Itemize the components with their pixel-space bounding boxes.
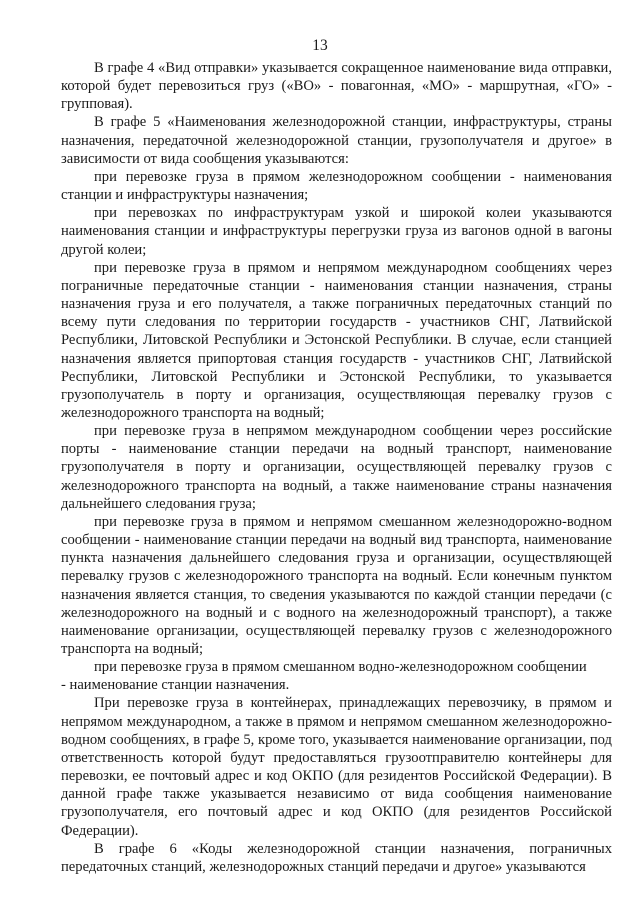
paragraph-water-rail: при перевозке груза в прямом смешанном водно-железнодорожном сообщении xyxy=(94,659,587,676)
paragraph-international-border: при перевозке груза в прямом и непрямом международном сообщениях через пограничные передаточные станции - наименования станции назначения, страны назначения груза и его получателя, а также пограничных передаточных станций по всему пути следования по территории государств - участников СНГ, Латвийской Республики, Литовской Республики и Эстонской Республики. В случае, если станцией назначения является припортовая станция государств - участников СНГ, Латвийской Республики, Литовской Республики и Эстонской Республики, то указывается грузополучатель в порту и организация, осуществляющая перевалку грузов с железнодорожного транспорта на водный; xyxy=(61,259,612,421)
page-number: 13 xyxy=(312,37,328,54)
paragraph-dispatch-type: В графе 4 «Вид отправки» указывается сокращенное наименование вида отправки, которой будет перевозиться груз («ВО» - повагонная, «МО» - маршрутная, «ГО» - групповая). xyxy=(61,60,612,113)
paragraph-gauge-transfer: при перевозках по инфраструктурам узкой и широкой колеи указываются наименования станции и инфраструктуры перегрузки груза из вагонов одной в вагоны другой колеи; xyxy=(61,205,612,258)
paragraph-rail-water: при перевозке груза в прямом и непрямом смешанном железнодорожно-водном сообщении - наименование станции передачи на водный вид транспорта, наименование пункта назначения дальнейшего следования груза и организации, осуществляющей перевалку грузов с железнодорожного транспорта на водный. Если конечным пунктом назначения является станция, то сведения указываются по каждой станции передачи (с железнодорожного на водный и с водного на железнодорожный транспорт), а также наименование организации, осуществляющей перевалку грузов с железнодорожного транспорта на водный; xyxy=(61,513,612,657)
paragraph-direct-rail: при перевозке груза в прямом железнодорожном сообщении - наименования станции и инфраструктуры назначения; xyxy=(61,168,612,204)
document-body xyxy=(61,59,612,876)
paragraph-column-5-intro: В графе 5 «Наименования железнодорожной станции, инфраструктуры, страны назначения, передаточной железнодорожной станции, грузополучателя и другое» в зависимости от вида сообщения указываются: xyxy=(61,114,612,167)
paragraph-column-6: В графе 6 «Коды железнодорожной станции назначения, пограничных передаточных станций, железнодорожных станций передачи и другое» указываются xyxy=(61,840,612,875)
paragraph-water-rail-destination: - наименование станции назначения. xyxy=(61,677,290,694)
paragraph-russian-ports: при перевозке груза в непрямом международном сообщении через российские порты - наименование станции передачи на водный транспорт, наименование грузополучателя в порту и организации, осуществляющей перевалку грузов с железнодорожного транспорта на водный, а также наименование страны назначения дальнейшего следования груза; xyxy=(61,423,612,512)
paragraph-containers: При перевозке груза в контейнерах, принадлежащих перевозчику, в прямом и непрямом международном, а также в прямом и непрямом смешанном железнодорожно-водном сообщениях, в графе 5, кроме того, указывается наименование организации, под ответственность которой будут предоставляться грузоотправителю контейнеры для перевозки, ее почтовый адрес и код ОКПО (для резидентов Российской Федерации). В данной графе также указывается независимо от вида сообщения наименование грузополучателя, его почтовый адрес и код ОКПО (для резидентов Российской Федерации). xyxy=(61,695,612,839)
